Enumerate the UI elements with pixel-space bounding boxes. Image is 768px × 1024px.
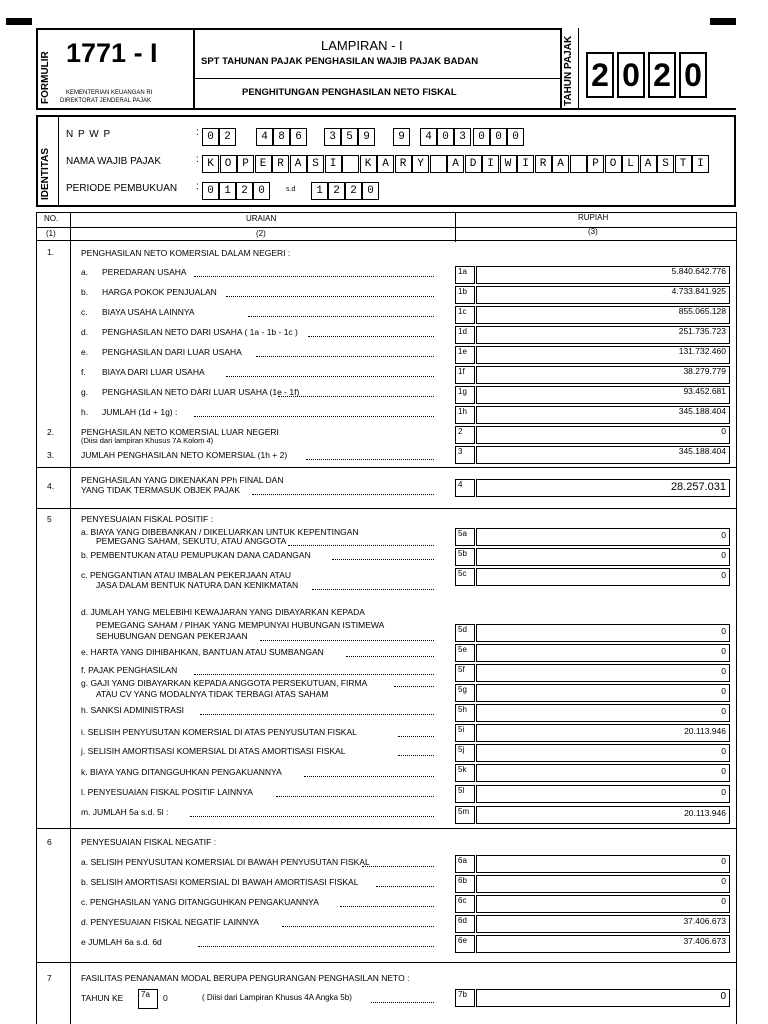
row-1c-label: BIAYA USAHA LAINNYA [102,307,195,317]
row-5k-label: k. BIAYA YANG DITANGGUHKAN PENGAKUANNYA [81,767,282,777]
row-1a-label: PEREDARAN USAHA [102,267,187,277]
row-5d-amount: 0 [721,626,726,636]
row-6c-code: 6c [455,895,475,913]
row-5d-line-2: PEMEGANG SAHAM / PIHAK YANG MEMPUNYAI HUBUNGAN ISTIMEWA [96,620,385,630]
row-1e-dots [256,356,434,357]
nama-char-cell[interactable]: A [290,155,307,173]
npwp-digit-cell[interactable]: 6 [290,128,307,146]
year-digit-4: 0 [679,52,707,98]
row-5f-amount-box[interactable] [476,664,730,682]
row-6e-label: e JUMLAH 6a s.d. 6d [81,937,162,947]
nama-char-cell[interactable]: T [675,155,692,173]
row-1a-amount: 5.840.642.776 [671,266,726,276]
nama-char-cell[interactable]: P [237,155,254,173]
section-4-code: 4 [455,479,475,497]
row-5d-line-1: d. JUMLAH YANG MELEBIHI KEWAJARAN YANG DIBAYARKAN KEPADA [81,607,365,617]
section-3-dots [306,459,434,460]
row-5f-code: 5f [455,664,475,682]
nama-char-cell[interactable]: D [465,155,482,173]
section-4-no: 4. [47,481,55,491]
row-5e-code: 5e [455,644,475,662]
row-5j-amount: 0 [721,746,726,756]
row-1b-code: 1b [455,286,475,304]
nama-char-cell[interactable]: R [272,155,289,173]
periode-to-digit-cell[interactable]: 2 [328,182,345,200]
row-6b-code: 6b [455,875,475,893]
col-2-header: (2) [256,229,266,238]
section-7b-code: 7b [455,989,475,1007]
row-5b-code: 5b [455,548,475,566]
row-6a-amount-box[interactable] [476,855,730,873]
npwp-digit-cell[interactable]: 0 [473,128,490,146]
row-1a-code: 1a [455,266,475,284]
row-5e-label: e. HARTA YANG DIHIBAHKAN, BANTUAN ATAU SUMBANGAN [81,647,324,657]
npwp-digit-cell[interactable]: 0 [202,128,219,146]
section-5-no: 5 [47,514,52,524]
row-5c-amount: 0 [721,570,726,580]
row-5i-code: 5i [455,724,475,742]
row-5h-code: 5h [455,704,475,722]
table-header-bottom [36,240,736,241]
row-6e-dots [198,946,434,947]
row-1h-amount: 345.188.404 [678,406,726,416]
row-5i-dots [398,736,434,737]
row-5a-amount-box[interactable] [476,528,730,546]
row-6d-dots [282,926,434,927]
row-5j-amount-box[interactable] [476,744,730,762]
row-1b-letter: b. [81,287,89,297]
row-6b-amount: 0 [721,876,726,886]
nama-char-cell[interactable]: R [535,155,552,173]
section-3-title: JUMLAH PENGHASILAN NETO KOMERSIAL (1h + 2) [81,450,288,460]
row-1e-code: 1e [455,346,475,364]
section-4-amount: 28.257.031 [670,481,726,493]
row-5a-line-1: a. BIAYA YANG DIBEBANKAN / DIKELUARKAN UNTUK KEPENTINGAN [81,527,359,537]
corner-mark-left [6,18,32,25]
row-1g-code: 1g [455,386,475,404]
row-6d-code: 6d [455,915,475,933]
nama-char-cell[interactable] [342,155,359,173]
col-rupiah-header: RUPIAH [578,213,609,222]
year-digit-2: 0 [617,52,645,98]
nama-char-cell[interactable]: E [255,155,272,173]
table-col-divider-1 [70,212,71,1024]
sep-before-5 [36,508,736,509]
nama-char-cell[interactable]: A [377,155,394,173]
row-1b-dots [226,296,434,297]
sep-before-7 [36,962,736,963]
table-top-line [36,212,736,213]
section-6-title: PENYESUAIAN FISKAL NEGATIF : [81,837,217,847]
page-subtitle: PENGHITUNGAN PENGHASILAN NETO FISKAL [242,87,457,98]
ministry-line-1: KEMENTERIAN KEUANGAN RI [66,90,153,96]
npwp-colon: : [196,127,199,138]
row-1b-amount: 4.733.841.925 [671,286,726,296]
identitas-divider [58,115,59,207]
nama-label: NAMA WAJIB PAJAK [66,156,162,167]
row-5c-code: 5c [455,568,475,586]
npwp-digit-cell[interactable]: 0 [507,128,524,146]
npwp-digit-cell[interactable]: 3 [324,128,341,146]
section-7-title: FASILITAS PENANAMAN MODAL BERUPA PENGURANGAN PENGHASILAN NETO : [81,973,410,983]
nama-char-cell[interactable]: K [202,155,219,173]
row-1h-label: JUMLAH (1d + 1g) : [102,407,178,417]
row-5g-dots [394,686,434,687]
row-5f-label: f. PAJAK PENGHASILAN [81,665,178,675]
section-7a-value: 0 [163,993,168,1003]
nama-char-cell[interactable]: I [482,155,499,173]
section-4-line-1: PENGHASILAN YANG DIKENAKAN PPh FINAL DAN [81,475,284,485]
section-7b-amount: 0 [720,991,726,1002]
nama-char-cell[interactable]: A [447,155,464,173]
periode-to-digit-cell[interactable]: 0 [362,182,379,200]
nama-char-cell[interactable]: O [605,155,622,173]
row-6c-amount: 0 [721,896,726,906]
row-1f-code: 1f [455,366,475,384]
periode-to-digit-cell[interactable]: 1 [311,182,328,200]
row-1a-letter: a. [81,267,89,277]
row-5a-code: 5a [455,528,475,546]
ministry-line-2: DIREKTORAT JENDERAL PAJAK [60,98,152,104]
row-5m-label: m. JUMLAH 5a s.d. 5l : [81,807,169,817]
row-5i-label: i. SELISIH PENYUSUTAN KOMERSIAL DI ATAS PENYUSUTAN FISKAL [81,727,357,737]
row-1e-amount: 131.732.460 [678,346,726,356]
section-2-title: PENGHASILAN NETO KOMERSIAL LUAR NEGERI [81,427,279,437]
header-top-border [36,28,561,30]
npwp-digit-cell[interactable]: 5 [341,128,358,146]
year-digit-1: 2 [586,52,614,98]
row-1c-dots [248,316,434,317]
nama-char-cell[interactable]: A [640,155,657,173]
table-right-border [736,212,737,1024]
npwp-digit-cell[interactable]: 3 [454,128,471,146]
spt-title: SPT TAHUNAN PAJAK PENGHASILAN WAJIB PAJAK BADAN [201,56,479,67]
row-5k-amount-box[interactable] [476,764,730,782]
row-5c-line-1: c. PENGGANTIAN ATAU IMBALAN PEKERJAAN ATAU [81,570,292,580]
sep-before-4 [36,467,736,468]
row-1e-letter: e. [81,347,89,357]
row-5f-dots [194,674,434,675]
row-5a-amount: 0 [721,530,726,540]
nama-char-cell[interactable]: R [395,155,412,173]
col-no-header: NO. [44,214,59,223]
row-5j-code: 5j [455,744,475,762]
row-1d-amount: 251.735.723 [678,326,726,336]
row-5h-amount-box[interactable] [476,704,730,722]
section-7b-amount-box[interactable] [476,989,730,1007]
nama-char-cell[interactable]: A [552,155,569,173]
row-6b-label: b. SELISIH AMORTISASI KOMERSIAL DI BAWAH AMORTISASI FISKAL [81,877,359,887]
section-1-title: PENGHASILAN NETO KOMERSIAL DALAM NEGERI : [81,248,291,258]
row-5g-amount-box[interactable] [476,684,730,702]
section-7-note: ( Diisi dari Lampiran Khusus 4A Angka 5b) [202,993,352,1002]
section-7a-code: 7a [141,990,150,999]
row-5b-amount-box[interactable] [476,548,730,566]
row-5a-dots [288,545,434,546]
row-1h-letter: h. [81,407,89,417]
row-6e-amount: 37.406.673 [683,936,726,946]
table-header-mid [36,227,736,228]
npwp-digit-cell[interactable]: 9 [393,128,410,146]
header-divider-3 [578,28,579,110]
section-2-code: 2 [455,426,475,444]
nama-char-cell[interactable]: S [307,155,324,173]
row-6e-code: 6e [455,935,475,953]
row-5m-dots [190,816,434,817]
col-1-header: (1) [46,229,56,238]
row-1h-code: 1h [455,406,475,424]
row-1b-label: HARGA POKOK PENJUALAN [102,287,217,297]
row-6c-label: c. PENGHASILAN YANG DITANGGUHKAN PENGAKUANNYA [81,897,319,907]
row-6a-label: a. SELISIH PENYUSUTAN KOMERSIAL DI BAWAH PENYUSUTAN FISKAL [81,857,370,867]
section-3-no: 3. [47,450,55,460]
table-left-border [36,212,37,1024]
lampiran-title: LAMPIRAN - I [321,38,403,53]
row-5l-label: l. PENYESUAIAN FISKAL POSITIF LAINNYA [81,787,253,797]
nama-char-cell[interactable]: Y [412,155,429,173]
row-5l-dots [276,796,434,797]
npwp-digit-cell[interactable]: 9 [358,128,375,146]
row-5a-line-2: PEMEGANG SAHAM, SEKUTU, ATAU ANGGOTA [96,536,287,546]
section-2-amount: 0 [721,426,726,436]
row-1a-dots [194,276,434,277]
periode-colon: : [196,181,199,192]
row-5g-amount: 0 [721,686,726,696]
header-bottom-border [36,108,736,110]
section-6-no: 6 [47,837,52,847]
row-5i-amount: 20.113.946 [684,726,726,736]
row-5k-code: 5k [455,764,475,782]
row-1e-label: PENGHASILAN DARI LUAR USAHA [102,347,242,357]
header-divider-2 [560,28,562,110]
row-1d-code: 1d [455,326,475,344]
identitas-label: IDENTITAS [40,147,51,200]
nama-char-cell[interactable]: L [622,155,639,173]
section-2-note: (Diisi dari lampiran Khusus 7A Kolom 4) [81,436,214,445]
periode-from-digit-cell[interactable]: 0 [202,182,219,200]
row-5c-amount-box[interactable] [476,568,730,586]
row-5l-amount: 0 [721,787,726,797]
row-1c-code: 1c [455,306,475,324]
row-5m-amount: 20.113.946 [684,808,726,818]
row-5h-dots [200,714,434,715]
row-6a-code: 6a [455,855,475,873]
row-5c-dots [312,589,434,590]
periode-from-digit-cell[interactable]: 2 [236,182,253,200]
year-digit-3: 2 [648,52,676,98]
header-divider-1 [193,28,195,110]
row-1f-dots [226,376,434,377]
row-6c-amount-box[interactable] [476,895,730,913]
row-5h-amount: 0 [721,706,726,716]
row-5k-amount: 0 [721,766,726,776]
npwp-digit-cell[interactable]: 8 [273,128,290,146]
row-6c-dots [340,906,434,907]
section-3-amount: 345.188.404 [678,446,726,456]
row-5e-amount: 0 [721,646,726,656]
row-5d-amount-box[interactable] [476,624,730,642]
section-5-title: PENYESUAIAN FISKAL POSITIF : [81,514,213,524]
row-5m-code: 5m [455,806,475,824]
row-1h-dots [194,416,434,417]
row-1f-letter: f. [81,367,86,377]
header-left-border [36,28,38,110]
row-1d-label: PENGHASILAN NETO DARI USAHA ( 1a - 1b - 1c ) [102,327,298,337]
row-5l-amount-box[interactable] [476,785,730,803]
npwp-digit-cell[interactable]: 2 [219,128,236,146]
row-6b-amount-box[interactable] [476,875,730,893]
nama-char-cell[interactable]: I [517,155,534,173]
row-5b-dots [332,559,434,560]
formulir-label: FORMULIR [40,51,51,104]
section-3-code: 3 [455,446,475,464]
nama-char-cell[interactable]: S [657,155,674,173]
tahun-pajak-label: TAHUN PAJAK [563,35,574,106]
header-mid-line [193,78,560,79]
row-5c-line-2: JASA DALAM BENTUK NATURA DAN KENIKMATAN [96,580,299,590]
row-5g-line-2: ATAU CV YANG MODALNYA TIDAK TERBAGI ATAS SAHAM [96,689,329,699]
section-2-no: 2. [47,427,55,437]
nama-char-cell[interactable]: K [360,155,377,173]
npwp-label: N P W P [66,129,112,140]
row-6d-amount: 37.406.673 [683,916,726,926]
nama-char-cell[interactable]: I [692,155,709,173]
npwp-digit-cell[interactable]: 0 [437,128,454,146]
periode-to-digit-cell[interactable]: 2 [345,182,362,200]
nama-char-cell[interactable]: W [500,155,517,173]
row-1f-amount: 38.279.779 [683,366,726,376]
section-7-dots [371,1002,434,1003]
section-1-no: 1. [47,247,55,257]
row-5f-amount: 0 [721,666,726,676]
row-1g-dots [278,396,434,397]
row-6a-amount: 0 [721,856,726,866]
row-5b-amount: 0 [721,550,726,560]
col-uraian-header: URAIAN [246,214,277,223]
section-7-no: 7 [47,973,52,983]
periode-from-digit-cell[interactable]: 1 [219,182,236,200]
npwp-digit-cell[interactable]: 4 [420,128,437,146]
row-6a-dots [362,866,434,867]
section-2-amount-box[interactable] [476,426,730,444]
row-1f-label: BIAYA DARI LUAR USAHA [102,367,205,377]
corner-mark-right [710,18,736,25]
row-6b-dots [376,886,434,887]
row-1d-letter: d. [81,327,89,337]
row-5d-line-3: SEHUBUNGAN DENGAN PEKERJAAN [96,631,248,641]
row-5h-label: h. SANKSI ADMINISTRASI [81,705,184,715]
nama-char-cell[interactable] [430,155,447,173]
periode-sd: s.d [286,186,296,193]
section-4-dots [252,494,434,495]
section-4-line-2: YANG TIDAK TERMASUK OBJEK PAJAK [81,485,241,495]
row-1g-label: PENGHASILAN NETO DARI LUAR USAHA (1e - 1f) [102,387,300,397]
nama-char-cell[interactable]: P [587,155,604,173]
col-3-header: (3) [588,227,598,236]
npwp-digit-cell[interactable]: 4 [256,128,273,146]
row-5d-code: 5d [455,624,475,642]
row-5g-code: 5g [455,684,475,702]
row-1d-dots [308,336,434,337]
npwp-digit-cell[interactable]: 0 [490,128,507,146]
form-number: 1771 - I [66,38,158,68]
row-5e-dots [346,656,434,657]
nama-char-cell[interactable]: O [220,155,237,173]
section-7-tahun-ke: TAHUN KE [81,993,124,1003]
nama-char-cell[interactable] [570,155,587,173]
row-5l-code: 5l [455,785,475,803]
table-col-divider-2 [455,212,456,242]
periode-label: PERIODE PEMBUKUAN [66,183,178,194]
nama-colon: : [196,154,199,165]
row-1c-amount: 855.065.128 [678,306,726,316]
row-5k-dots [304,776,434,777]
sep-before-6 [36,828,736,829]
row-6d-label: d. PENYESUAIAN FISKAL NEGATIF LAINNYA [81,917,259,927]
nama-char-cell[interactable]: I [325,155,342,173]
row-1c-letter: c. [81,307,88,317]
row-5j-label: j. SELISIH AMORTISASI KOMERSIAL DI ATAS AMORTISASI FISKAL [81,746,346,756]
row-1g-letter: g. [81,387,89,397]
row-1g-amount: 93.452.681 [683,386,726,396]
row-5g-line-1: g. GAJI YANG DIBAYARKAN KEPADA ANGGOTA PERSEKUTUAN, FIRMA [81,678,368,688]
row-5b-label: b. PEMBENTUKAN ATAU PEMUPUKAN DANA CADANGAN [81,550,311,560]
row-5d-dots [260,640,434,641]
periode-from-digit-cell[interactable]: 0 [253,182,270,200]
row-5e-amount-box[interactable] [476,644,730,662]
row-5j-dots [398,755,434,756]
